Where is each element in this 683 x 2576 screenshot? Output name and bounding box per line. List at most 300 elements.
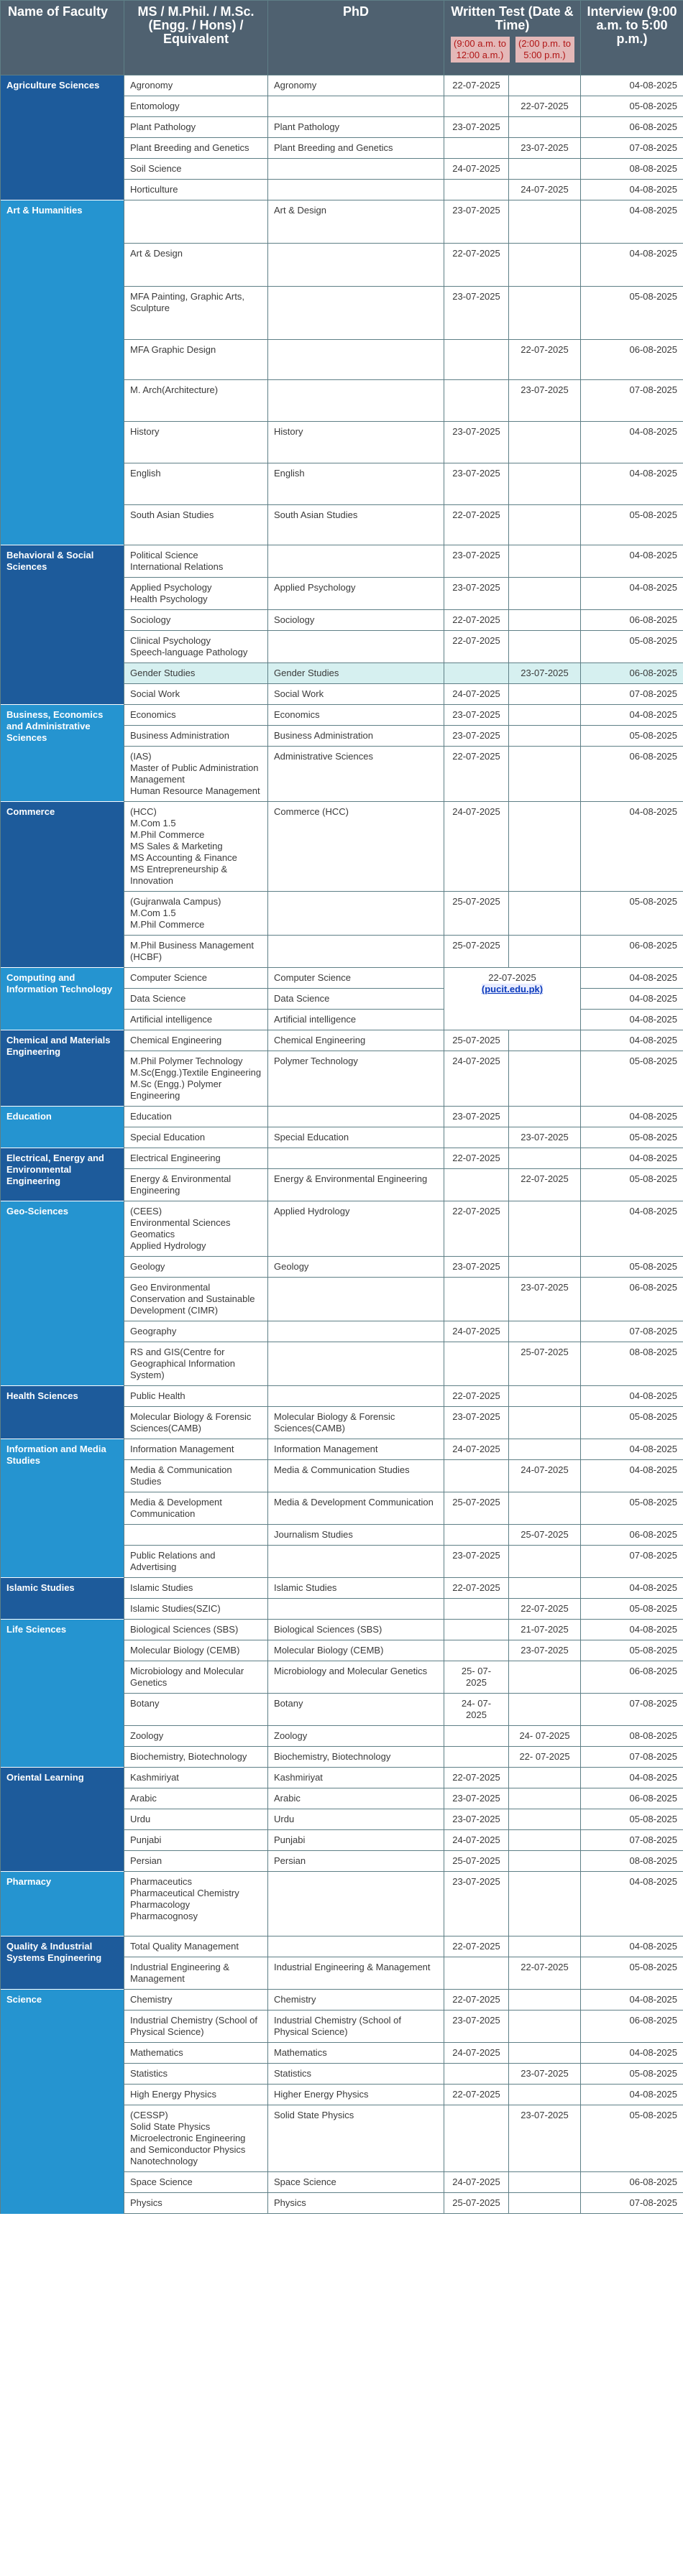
- written-test-afternoon-cell: [509, 1030, 581, 1051]
- phd-program-cell: [268, 287, 444, 340]
- interview-date-cell: 05-08-2025: [581, 1640, 683, 1661]
- ms-program-cell: M.Phil Business Management (HCBF): [124, 936, 268, 968]
- interview-date-cell: 04-08-2025: [581, 244, 683, 287]
- written-test-afternoon-cell: [509, 936, 581, 968]
- interview-date-cell: 08-08-2025: [581, 159, 683, 180]
- written-test-morning-cell: 23-07-2025: [444, 200, 509, 244]
- interview-date-cell: 06-08-2025: [581, 610, 683, 631]
- interview-date-cell: 05-08-2025: [581, 631, 683, 663]
- faculty-name: Science: [1, 1990, 124, 2214]
- phd-program-cell: Data Science: [268, 989, 444, 1010]
- phd-program-cell: History: [268, 422, 444, 463]
- interview-date-cell: 04-08-2025: [581, 1460, 683, 1492]
- written-test-afternoon-cell: [509, 1386, 581, 1407]
- phd-program-cell: Kashmiriyat: [268, 1768, 444, 1788]
- phd-program-cell: Economics: [268, 705, 444, 726]
- written-test-afternoon-cell: [509, 705, 581, 726]
- interview-date-cell: 05-08-2025: [581, 726, 683, 747]
- interview-date-cell: 04-08-2025: [581, 1872, 683, 1936]
- written-test-morning-cell: 24-07-2025: [444, 802, 509, 892]
- written-test-morning-cell: 24-07-2025: [444, 1321, 509, 1342]
- written-test-morning-cell: 23-07-2025: [444, 117, 509, 138]
- interview-date-cell: 06-08-2025: [581, 2011, 683, 2043]
- written-test-morning-cell: 24-07-2025: [444, 2172, 509, 2193]
- ms-program-cell: Kashmiriyat: [124, 1768, 268, 1788]
- written-test-morning-cell: 23-07-2025: [444, 545, 509, 578]
- interview-date-cell: 05-08-2025: [581, 1051, 683, 1107]
- phd-program-cell: [268, 631, 444, 663]
- written-test-morning-cell: [444, 1169, 509, 1201]
- pucit-link[interactable]: (pucit.edu.pk): [481, 984, 544, 994]
- interview-date-cell: 04-08-2025: [581, 1578, 683, 1599]
- ms-program-cell: Mathematics: [124, 2043, 268, 2064]
- written-test-morning-cell: 22-07-2025: [444, 610, 509, 631]
- table-row: [1, 1768, 683, 1788]
- ms-program-cell: Special Education: [124, 1127, 268, 1148]
- phd-program-cell: English: [268, 463, 444, 505]
- phd-program-cell: Geology: [268, 1257, 444, 1278]
- faculty-name: Agriculture Sciences: [1, 75, 124, 200]
- written-test-morning-cell: [444, 2064, 509, 2085]
- interview-date-cell: 04-08-2025: [581, 1010, 683, 1030]
- written-test-merged-cell: [444, 968, 581, 1030]
- ms-program-cell: Punjabi: [124, 1830, 268, 1851]
- written-test-afternoon-cell: [509, 287, 581, 340]
- phd-program-cell: Media & Development Communication: [268, 1492, 444, 1525]
- written-test-morning-cell: [444, 1640, 509, 1661]
- table-row: [1, 1578, 683, 1599]
- ms-program-cell: Urdu: [124, 1809, 268, 1830]
- ms-program-cell: (Gujranwala Campus) M.Com 1.5 M.Phil Commerce: [124, 892, 268, 936]
- phd-program-cell: Punjabi: [268, 1830, 444, 1851]
- phd-program-cell: [268, 380, 444, 422]
- ms-program-cell: Botany: [124, 1694, 268, 1726]
- interview-date-cell: 04-08-2025: [581, 2043, 683, 2064]
- phd-program-cell: Molecular Biology & Forensic Sciences(CAMB): [268, 1407, 444, 1439]
- phd-program-cell: [268, 1936, 444, 1957]
- written-test-morning-cell: [444, 1127, 509, 1148]
- table-row: [1, 200, 683, 244]
- interview-date-cell: 07-08-2025: [581, 1546, 683, 1578]
- written-test-afternoon-cell: 23-07-2025: [509, 380, 581, 422]
- interview-date-cell: 04-08-2025: [581, 545, 683, 578]
- ms-program-cell: Pharmaceutics Pharmaceutical Chemistry Pharmacology Pharmacognosy: [124, 1872, 268, 1936]
- written-test-morning-cell: [444, 1599, 509, 1620]
- ms-program-cell: (HCC) M.Com 1.5 M.Phil Commerce MS Sales & Marketing MS Accounting & Finance MS Entrepreneurship & Innovation: [124, 802, 268, 892]
- ms-program-cell: South Asian Studies: [124, 505, 268, 545]
- phd-program-cell: [268, 892, 444, 936]
- phd-program-cell: Space Science: [268, 2172, 444, 2193]
- ms-program-cell: Microbiology and Molecular Genetics: [124, 1661, 268, 1694]
- written-test-morning-cell: 23-07-2025: [444, 726, 509, 747]
- ms-program-cell: Statistics: [124, 2064, 268, 2085]
- phd-program-cell: Information Management: [268, 1439, 444, 1460]
- written-test-afternoon-cell: 22-07-2025: [509, 96, 581, 117]
- table-row: [1, 1620, 683, 1640]
- written-test-morning-cell: 23-07-2025: [444, 1107, 509, 1127]
- written-test-afternoon-cell: [509, 2043, 581, 2064]
- written-test-morning-cell: [444, 1726, 509, 1747]
- interview-date-cell: 05-08-2025: [581, 505, 683, 545]
- written-test-afternoon-cell: 23-07-2025: [509, 1640, 581, 1661]
- phd-program-cell: [268, 1278, 444, 1321]
- written-test-morning-cell: 23-07-2025: [444, 1872, 509, 1936]
- written-test-morning-cell: 23-07-2025: [444, 1546, 509, 1578]
- written-test-afternoon-cell: [509, 578, 581, 610]
- written-test-afternoon-cell: [509, 200, 581, 244]
- written-test-morning-cell: 22-07-2025: [444, 1990, 509, 2011]
- interview-date-cell: 06-08-2025: [581, 1278, 683, 1321]
- ms-program-cell: Molecular Biology & Forensic Sciences(CAMB): [124, 1407, 268, 1439]
- ms-program-cell: Zoology: [124, 1726, 268, 1747]
- interview-date-cell: 04-08-2025: [581, 1107, 683, 1127]
- ms-program-cell: Art & Design: [124, 244, 268, 287]
- ms-program-cell: Gender Studies: [124, 663, 268, 684]
- schedule-body: [1, 75, 683, 2214]
- phd-program-cell: Art & Design: [268, 200, 444, 244]
- header-faculty: Name of Faculty: [1, 1, 124, 75]
- interview-date-cell: 07-08-2025: [581, 1694, 683, 1726]
- ms-program-cell: Space Science: [124, 2172, 268, 2193]
- written-test-morning-cell: 23-07-2025: [444, 1809, 509, 1830]
- table-row: [1, 1872, 683, 1936]
- phd-program-cell: Urdu: [268, 1809, 444, 1830]
- interview-date-cell: 06-08-2025: [581, 936, 683, 968]
- interview-date-cell: 05-08-2025: [581, 1407, 683, 1439]
- written-test-morning-cell: 22-07-2025: [444, 747, 509, 802]
- phd-program-cell: Physics: [268, 2193, 444, 2214]
- interview-date-cell: 05-08-2025: [581, 892, 683, 936]
- written-test-afternoon-cell: 24-07-2025: [509, 180, 581, 200]
- interview-date-cell: 06-08-2025: [581, 663, 683, 684]
- ms-program-cell: (CEES) Environmental Sciences Geomatics Applied Hydrology: [124, 1201, 268, 1257]
- interview-date-cell: 08-08-2025: [581, 1726, 683, 1747]
- written-test-afternoon-cell: 22-07-2025: [509, 1957, 581, 1990]
- written-test-morning-cell: 24-07-2025: [444, 684, 509, 705]
- ms-program-cell: History: [124, 422, 268, 463]
- interview-date-cell: 05-08-2025: [581, 1492, 683, 1525]
- written-test-afternoon-cell: 22- 07-2025: [509, 1747, 581, 1768]
- interview-date-cell: 04-08-2025: [581, 1990, 683, 2011]
- interview-date-cell: 07-08-2025: [581, 138, 683, 159]
- phd-program-cell: [268, 1546, 444, 1578]
- ms-program-cell: Public Health: [124, 1386, 268, 1407]
- written-test-morning-cell: 25- 07- 2025: [444, 1661, 509, 1694]
- morning-slot-label: (9:00 a.m. to 12:00 a.m.): [451, 37, 510, 63]
- phd-program-cell: Agronomy: [268, 75, 444, 96]
- phd-program-cell: Industrial Engineering & Management: [268, 1957, 444, 1990]
- interview-date-cell: 07-08-2025: [581, 2193, 683, 2214]
- faculty-name: Health Sciences: [1, 1386, 124, 1439]
- written-test-morning-cell: [444, 340, 509, 380]
- interview-date-cell: 04-08-2025: [581, 1030, 683, 1051]
- faculty-name: Commerce: [1, 802, 124, 968]
- written-test-morning-cell: [444, 1460, 509, 1492]
- phd-program-cell: [268, 1872, 444, 1936]
- written-test-morning-cell: [444, 1957, 509, 1990]
- interview-date-cell: 04-08-2025: [581, 989, 683, 1010]
- written-test-afternoon-cell: [509, 159, 581, 180]
- phd-program-cell: Artificial intelligence: [268, 1010, 444, 1030]
- phd-program-cell: Polymer Technology: [268, 1051, 444, 1107]
- phd-program-cell: Higher Energy Physics: [268, 2085, 444, 2105]
- table-row: [1, 968, 683, 989]
- faculty-name: Education: [1, 1107, 124, 1148]
- ms-program-cell: Molecular Biology (CEMB): [124, 1640, 268, 1661]
- written-test-afternoon-cell: [509, 1872, 581, 1936]
- phd-program-cell: Industrial Chemistry (School of Physical Science): [268, 2011, 444, 2043]
- written-test-afternoon-cell: [509, 1830, 581, 1851]
- table-row: [1, 1201, 683, 1257]
- phd-program-cell: Media & Communication Studies: [268, 1460, 444, 1492]
- interview-date-cell: 04-08-2025: [581, 1148, 683, 1169]
- interview-date-cell: 06-08-2025: [581, 1525, 683, 1546]
- faculty-name: Art & Humanities: [1, 200, 124, 545]
- faculty-name: Geo-Sciences: [1, 1201, 124, 1386]
- written-test-morning-cell: [444, 1525, 509, 1546]
- ms-program-cell: Geology: [124, 1257, 268, 1278]
- phd-program-cell: Mathematics: [268, 2043, 444, 2064]
- written-test-morning-cell: 23-07-2025: [444, 287, 509, 340]
- written-test-morning-cell: 23-07-2025: [444, 1788, 509, 1809]
- ms-program-cell: Data Science: [124, 989, 268, 1010]
- written-test-morning-cell: 24-07-2025: [444, 159, 509, 180]
- ms-program-cell: Public Relations and Advertising: [124, 1546, 268, 1578]
- phd-program-cell: Solid State Physics: [268, 2105, 444, 2172]
- interview-date-cell: 04-08-2025: [581, 1386, 683, 1407]
- written-test-morning-cell: [444, 1342, 509, 1386]
- table-row: [1, 1030, 683, 1051]
- faculty-name: Information and Media Studies: [1, 1439, 124, 1578]
- written-test-afternoon-cell: [509, 2085, 581, 2105]
- ms-program-cell: MFA Graphic Design: [124, 340, 268, 380]
- written-test-afternoon-cell: [509, 1694, 581, 1726]
- phd-program-cell: Special Education: [268, 1127, 444, 1148]
- ms-program-cell: Energy & Environmental Engineering: [124, 1169, 268, 1201]
- written-test-morning-cell: [444, 380, 509, 422]
- ms-program-cell: Total Quality Management: [124, 1936, 268, 1957]
- written-test-afternoon-cell: [509, 545, 581, 578]
- interview-date-cell: 06-08-2025: [581, 117, 683, 138]
- written-test-afternoon-cell: [509, 1257, 581, 1278]
- written-test-morning-cell: 25-07-2025: [444, 1030, 509, 1051]
- interview-date-cell: 04-08-2025: [581, 705, 683, 726]
- phd-program-cell: Energy & Environmental Engineering: [268, 1169, 444, 1201]
- written-test-afternoon-cell: [509, 1201, 581, 1257]
- faculty-name: Islamic Studies: [1, 1578, 124, 1620]
- header-interview: Interview (9:00 a.m. to 5:00 p.m.): [581, 1, 683, 75]
- written-test-afternoon-cell: [509, 244, 581, 287]
- ms-program-cell: Geography: [124, 1321, 268, 1342]
- interview-date-cell: 05-08-2025: [581, 2105, 683, 2172]
- interview-date-cell: 04-08-2025: [581, 422, 683, 463]
- written-test-morning-cell: 22-07-2025: [444, 1201, 509, 1257]
- written-test-afternoon-cell: 22-07-2025: [509, 1169, 581, 1201]
- interview-date-cell: 05-08-2025: [581, 2064, 683, 2085]
- written-test-morning-cell: 22-07-2025: [444, 244, 509, 287]
- interview-date-cell: 04-08-2025: [581, 1768, 683, 1788]
- interview-date-cell: 04-08-2025: [581, 463, 683, 505]
- written-test-date: 22-07-2025: [488, 972, 536, 983]
- phd-program-cell: Applied Hydrology: [268, 1201, 444, 1257]
- written-test-afternoon-cell: [509, 1788, 581, 1809]
- written-test-afternoon-cell: [509, 1546, 581, 1578]
- written-test-morning-cell: [444, 1278, 509, 1321]
- interview-date-cell: 04-08-2025: [581, 180, 683, 200]
- written-test-morning-cell: 22-07-2025: [444, 1936, 509, 1957]
- ms-program-cell: Media & Development Communication: [124, 1492, 268, 1525]
- ms-program-cell: Geo Environmental Conservation and Sustainable Development (CIMR): [124, 1278, 268, 1321]
- written-test-morning-cell: 22-07-2025: [444, 1386, 509, 1407]
- ms-program-cell: Economics: [124, 705, 268, 726]
- interview-date-cell: 04-08-2025: [581, 802, 683, 892]
- faculty-name: Chemical and Materials Engineering: [1, 1030, 124, 1107]
- interview-date-cell: 04-08-2025: [581, 1201, 683, 1257]
- phd-program-cell: Molecular Biology (CEMB): [268, 1640, 444, 1661]
- phd-program-cell: [268, 1321, 444, 1342]
- written-test-afternoon-cell: 25-07-2025: [509, 1342, 581, 1386]
- written-test-morning-cell: 25-07-2025: [444, 2193, 509, 2214]
- phd-program-cell: Islamic Studies: [268, 1578, 444, 1599]
- interview-date-cell: 08-08-2025: [581, 1851, 683, 1872]
- afternoon-slot-label: (2:00 p.m. to 5:00 p.m.): [515, 37, 574, 63]
- phd-program-cell: South Asian Studies: [268, 505, 444, 545]
- ms-program-cell: Islamic Studies(SZIC): [124, 1599, 268, 1620]
- phd-program-cell: [268, 936, 444, 968]
- written-test-afternoon-cell: [509, 1851, 581, 1872]
- ms-program-cell: Entomology: [124, 96, 268, 117]
- phd-program-cell: Gender Studies: [268, 663, 444, 684]
- header-ms: MS / M.Phil. / M.Sc. (Engg. / Hons) / Equivalent: [124, 1, 268, 75]
- ms-program-cell: MFA Painting, Graphic Arts, Sculpture: [124, 287, 268, 340]
- written-test-afternoon-cell: [509, 1148, 581, 1169]
- table-row: [1, 705, 683, 726]
- phd-program-cell: Applied Psychology: [268, 578, 444, 610]
- written-test-afternoon-cell: [509, 2011, 581, 2043]
- written-test-morning-cell: 22-07-2025: [444, 505, 509, 545]
- ms-program-cell: Chemistry: [124, 1990, 268, 2011]
- written-test-afternoon-cell: 25-07-2025: [509, 1525, 581, 1546]
- ms-program-cell: [124, 200, 268, 244]
- written-test-morning-cell: 24-07-2025: [444, 2043, 509, 2064]
- written-test-afternoon-cell: [509, 2172, 581, 2193]
- written-test-afternoon-cell: [509, 684, 581, 705]
- written-test-afternoon-cell: [509, 1990, 581, 2011]
- interview-date-cell: 04-08-2025: [581, 2085, 683, 2105]
- phd-program-cell: Business Administration: [268, 726, 444, 747]
- interview-date-cell: 07-08-2025: [581, 684, 683, 705]
- written-test-afternoon-cell: 24- 07-2025: [509, 1726, 581, 1747]
- written-test-afternoon-cell: 23-07-2025: [509, 138, 581, 159]
- ms-program-cell: Biological Sciences (SBS): [124, 1620, 268, 1640]
- ms-program-cell: Plant Breeding and Genetics: [124, 138, 268, 159]
- phd-program-cell: [268, 545, 444, 578]
- header-written-test-label: Written Test (Date & Time): [451, 4, 574, 32]
- written-test-afternoon-cell: [509, 75, 581, 96]
- phd-program-cell: [268, 244, 444, 287]
- interview-date-cell: 07-08-2025: [581, 1747, 683, 1768]
- written-test-morning-cell: [444, 96, 509, 117]
- written-test-morning-cell: 23-07-2025: [444, 1257, 509, 1278]
- written-test-morning-cell: [444, 180, 509, 200]
- written-test-morning-cell: 23-07-2025: [444, 578, 509, 610]
- table-row: [1, 1107, 683, 1127]
- written-test-morning-cell: [444, 663, 509, 684]
- ms-program-cell: Plant Pathology: [124, 117, 268, 138]
- written-test-afternoon-cell: [509, 463, 581, 505]
- ms-program-cell: Applied Psychology Health Psychology: [124, 578, 268, 610]
- written-test-morning-cell: 22-07-2025: [444, 75, 509, 96]
- written-test-afternoon-cell: 22-07-2025: [509, 340, 581, 380]
- written-test-morning-cell: [444, 1747, 509, 1768]
- ms-program-cell: RS and GIS(Centre for Geographical Information System): [124, 1342, 268, 1386]
- interview-date-cell: 06-08-2025: [581, 747, 683, 802]
- interview-date-cell: 07-08-2025: [581, 1830, 683, 1851]
- ms-program-cell: Political Science International Relations: [124, 545, 268, 578]
- written-test-afternoon-cell: [509, 892, 581, 936]
- written-test-afternoon-cell: 23-07-2025: [509, 1278, 581, 1321]
- phd-program-cell: Administrative Sciences: [268, 747, 444, 802]
- phd-program-cell: [268, 340, 444, 380]
- written-test-morning-cell: 22-07-2025: [444, 1768, 509, 1788]
- table-row: [1, 1439, 683, 1460]
- ms-program-cell: (CESSP) Solid State Physics Microelectronic Engineering and Semiconductor Physics Nanotechnology: [124, 2105, 268, 2172]
- ms-program-cell: M.Phil Polymer Technology M.Sc(Engg.)Textile Engineering M.Sc (Engg.) Polymer Engineering: [124, 1051, 268, 1107]
- phd-program-cell: Persian: [268, 1851, 444, 1872]
- written-test-morning-cell: [444, 1620, 509, 1640]
- phd-program-cell: Plant Pathology: [268, 117, 444, 138]
- interview-date-cell: 05-08-2025: [581, 1257, 683, 1278]
- phd-program-cell: [268, 96, 444, 117]
- table-row: [1, 1148, 683, 1169]
- interview-date-cell: 05-08-2025: [581, 1127, 683, 1148]
- ms-program-cell: English: [124, 463, 268, 505]
- interview-date-cell: 05-08-2025: [581, 1957, 683, 1990]
- interview-date-cell: 07-08-2025: [581, 1321, 683, 1342]
- interview-date-cell: 06-08-2025: [581, 2172, 683, 2193]
- written-test-afternoon-cell: [509, 610, 581, 631]
- interview-date-cell: 04-08-2025: [581, 968, 683, 989]
- faculty-name: Life Sciences: [1, 1620, 124, 1768]
- written-test-afternoon-cell: [509, 1809, 581, 1830]
- interview-date-cell: 04-08-2025: [581, 1620, 683, 1640]
- written-test-afternoon-cell: 23-07-2025: [509, 2105, 581, 2172]
- written-test-morning-cell: 24-07-2025: [444, 1830, 509, 1851]
- ms-program-cell: Electrical Engineering: [124, 1148, 268, 1169]
- written-test-morning-cell: 22-07-2025: [444, 2085, 509, 2105]
- faculty-name: Electrical, Energy and Environmental Engineering: [1, 1148, 124, 1201]
- phd-program-cell: Botany: [268, 1694, 444, 1726]
- ms-program-cell: Islamic Studies: [124, 1578, 268, 1599]
- written-test-morning-cell: [444, 138, 509, 159]
- written-test-morning-cell: 24-07-2025: [444, 1051, 509, 1107]
- interview-date-cell: 04-08-2025: [581, 578, 683, 610]
- interview-date-cell: 06-08-2025: [581, 1788, 683, 1809]
- written-test-afternoon-cell: [509, 1407, 581, 1439]
- phd-program-cell: Biological Sciences (SBS): [268, 1620, 444, 1640]
- faculty-name: Pharmacy: [1, 1872, 124, 1936]
- phd-program-cell: Arabic: [268, 1788, 444, 1809]
- phd-program-cell: Commerce (HCC): [268, 802, 444, 892]
- written-test-afternoon-cell: [509, 2193, 581, 2214]
- phd-program-cell: Zoology: [268, 1726, 444, 1747]
- phd-program-cell: [268, 1599, 444, 1620]
- written-test-afternoon-cell: [509, 1492, 581, 1525]
- ms-program-cell: Computer Science: [124, 968, 268, 989]
- written-test-afternoon-cell: 24-07-2025: [509, 1460, 581, 1492]
- written-test-afternoon-cell: [509, 1321, 581, 1342]
- phd-program-cell: [268, 1148, 444, 1169]
